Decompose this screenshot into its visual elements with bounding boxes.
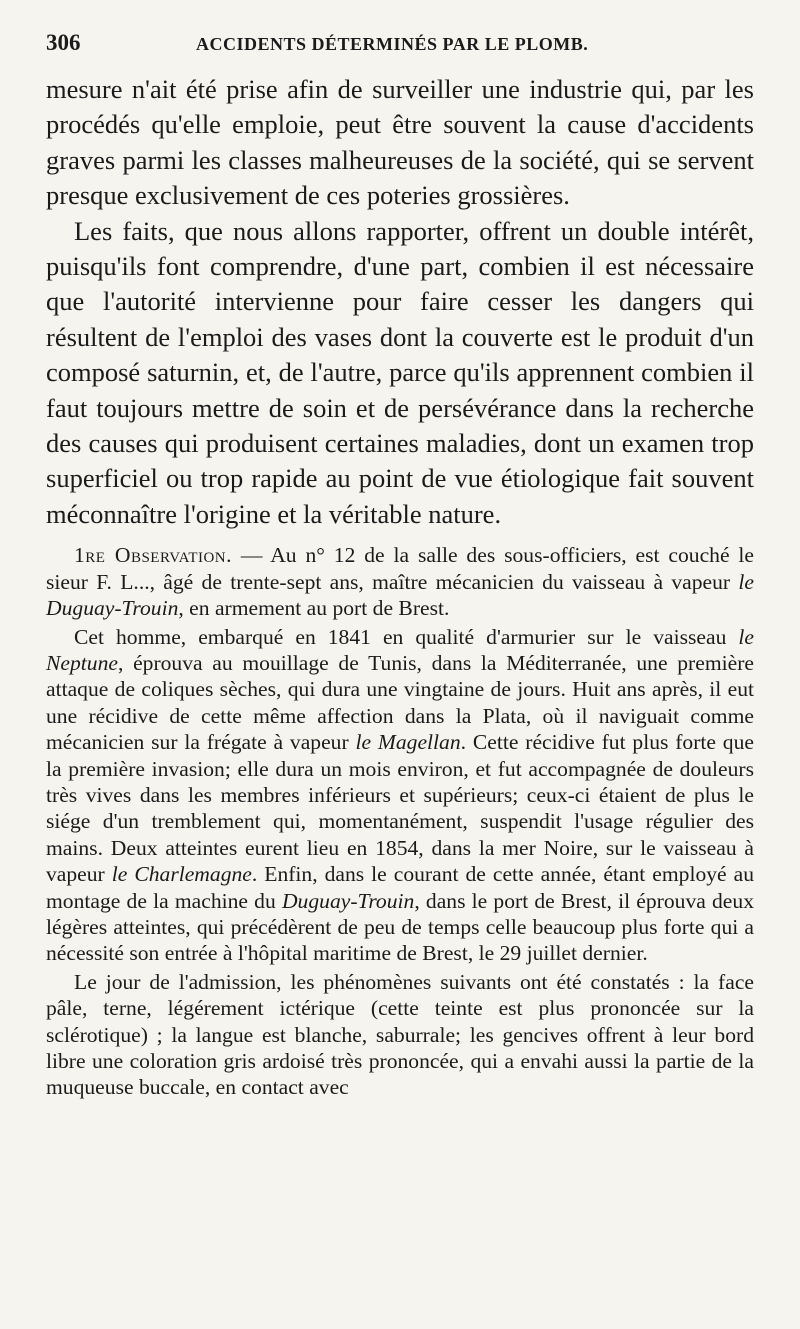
ship-name: le Duguay-Trouin (46, 569, 754, 621)
paragraph-continuation: mesure n'ait été prise afin de surveiller une industrie qui, par les procédés qu'elle emploie, peut être souvent la cause d'accidents graves parmi les classes malheureuses de la société, qui se servent presque exclusivement de ces poteries grossières. (46, 74, 754, 211)
history-text-b: , éprouva au mouillage de Tunis, dans la Méditerranée, une première attaque de coliques sèches, qui dura une vingtaine de jours. Huit ans après, il eut une récidive de cette même affection dans la Plata, où il naviguait comme mécanicien sur la frégate à vapeur (46, 650, 754, 755)
paragraph-history (46, 624, 754, 967)
main-text (46, 72, 754, 532)
ship-name: Duguay-Trouin (281, 888, 415, 913)
paragraph-observation-header (46, 542, 754, 621)
observation-text-b: , en armement au port de Brest. (178, 596, 450, 621)
history-text-e: , dans le port de Brest, il éprouva deux légères atteintes, qui précédèrent de peu de temps celle beaucoup plus forte qui a nécessité son entrée à l'hôpital maritime de Brest, le 29 juillet dernier. (46, 888, 754, 966)
ship-name: le Charlemagne (111, 862, 252, 887)
observation-text (46, 542, 754, 1101)
ship-name: le Neptune (46, 624, 754, 675)
running-title: ACCIDENTS DÉTERMINÉS PAR LE PLOMB. (196, 34, 589, 54)
history-text-d: . Enfin, dans le courant de cette année, étant employé au montage de la machine du (46, 862, 754, 913)
observation-text-a: — Au n° 12 de la salle des sous-officiers, est couché le sieur F. L..., âgé de trente-sept ans, maître mécanicien du vaisseau à vapeur (46, 543, 754, 594)
paragraph-admission: Le jour de l'admission, les phénomènes suivants ont été constatés : la face pâle, terne, légérement ictérique (cette teinte est plus prononcée sur la sclérotique) ; la langue est blanche, saburrale; les gencives offrent à leur bord libre une coloration gris ardoisé très prononcée, qui a envahi aussi la partie de la muqueuse buccale, en contact avec (46, 969, 754, 1100)
ship-name: le Magellan (355, 730, 461, 755)
observation-label: 1re Observation. (74, 543, 233, 568)
history-text-c: . Cette récidive fut plus forte que la première invasion; elle dura un mois environ, et fut accompagnée de douleurs très vives dans les membres inférieurs et supérieurs; ceux-ci étaient de plus le siége d'un tremblement qui, momentanément, suspendit l'usage régulier des mains. Deux atteintes eurent lieu en 1854, dans la mer Noire, sur le vaisseau à vapeur (46, 730, 754, 887)
running-head (46, 30, 754, 66)
history-text-a: Cet homme, embarqué en 1841 en qualité d'armurier sur le vaisseau (74, 624, 739, 649)
paragraph-introduction: Les faits, que nous allons rapporter, offrent un double intérêt, puisqu'ils font comprendre, d'une part, combien il est nécessaire que l'autorité intervienne pour faire cesser les dangers qui résultent de l'emploi des vases dont la couverte est le produit d'un composé saturnin, et, de l'autre, parce qu'ils apprennent combien il faut toujours mettre de soin et de persévérance dans la recherche des causes qui produisent certaines maladies, dont un examen trop superficiel ou trop rapide au point de vue étiologique fait souvent méconnaître l'origine et la véritable nature. (46, 215, 754, 529)
page-number: 306 (46, 30, 81, 55)
